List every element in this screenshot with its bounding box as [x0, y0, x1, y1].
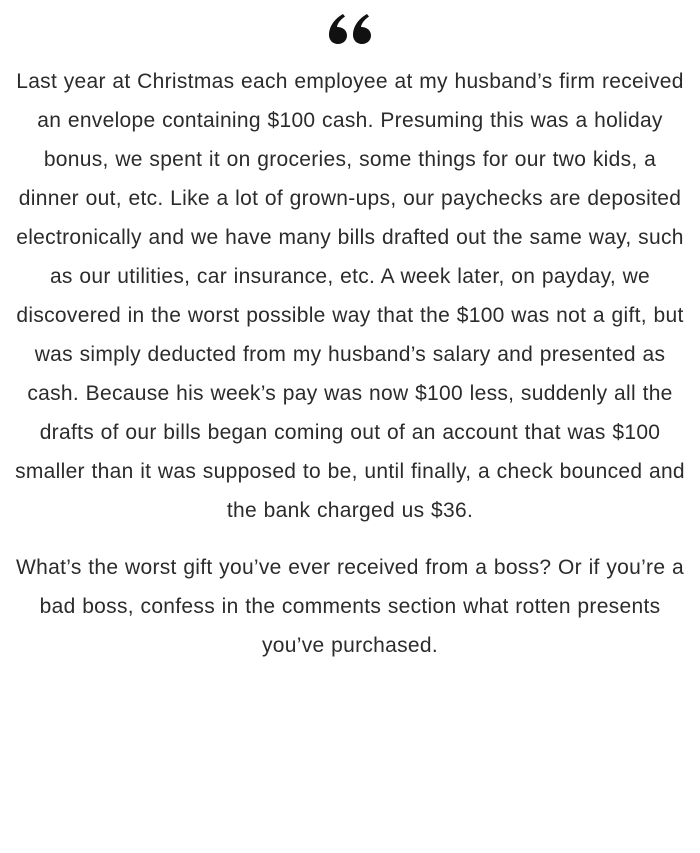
quote-paragraph-2: What’s the worst gift you’ve ever received from a boss? Or if you’re a bad boss, confess in the comments section what rotten presents you’ve purchased. — [16, 556, 684, 657]
quote-open-icon — [328, 14, 372, 44]
quote-paragraph-1: Last year at Christmas each employee at my husband’s firm received an envelope containing $100 cash. Presuming this was a holiday bonus, we spent it on groceries, some things for our two kids, a dinner out, etc. Like a lot of grown-ups, our paychecks are deposited electronically and we have many bills drafted out the same way, such as our utilities, car insurance, etc. A week later, on payday, we discovered in the worst possible way that the $100 was not a gift, but was simply deducted from my husband’s salary and presented as cash. Because his week’s pay was now $100 less, suddenly all the drafts of our bills began coming out of an account that was $100 smaller than it was supposed to be, until finally, a check bounced and the bank charged us $36. — [15, 70, 685, 522]
